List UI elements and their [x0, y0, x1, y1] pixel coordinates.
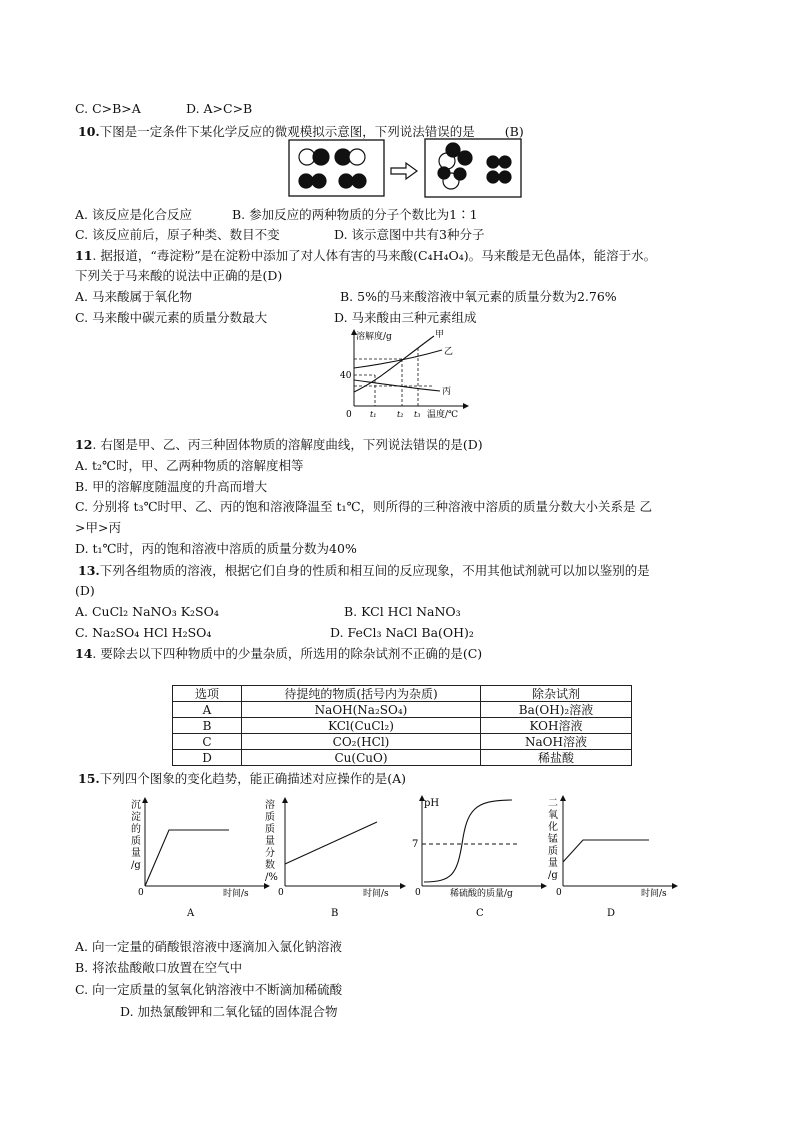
graph-b-y-label: 溶质质量分数/%	[265, 800, 278, 883]
q12-option-c-line-1: C. 分别将 t₃℃时甲、乙、丙的饱和溶液降温至 t₁℃，则所得的三种溶液中溶质的质量分数大小关系是 乙	[75, 499, 653, 514]
q13-option-a: A. CuCl₂ NaNO₃ K₂SO₄	[75, 604, 219, 619]
graph-b-caption: B	[331, 908, 339, 919]
graph-a	[125, 792, 275, 922]
table-cell: B	[173, 718, 242, 734]
table-cell: D	[173, 750, 242, 766]
table-header: 除杂试剂	[481, 686, 632, 702]
q15-option-c: C. 向一定质量的氢氧化钠溶液中不断滴加稀硫酸	[75, 982, 343, 997]
tick-t2: t₂	[397, 410, 404, 419]
q13-option-b: B. KCl HCl NaNO₃	[344, 604, 461, 619]
impurity-table	[172, 685, 632, 766]
q11-stem-line-2: 下列关于马来酸的说法中正确的是(D)	[75, 268, 283, 283]
curve-yi	[354, 350, 442, 368]
table-header-row	[173, 686, 632, 702]
graph-b-x-label: 时间/s	[363, 889, 389, 899]
table-cell: Cu(CuO)	[242, 750, 481, 766]
q10-option-b: B. 参加反应的两种物质的分子个数比为1∶1	[232, 207, 478, 222]
q12-option-a: A. t₂℃时，甲、乙两种物质的溶解度相等	[75, 458, 304, 473]
q12-number: 12	[75, 437, 93, 452]
table-cell: CO₂(HCl)	[242, 734, 481, 750]
q12-option-c-line-2: >甲>丙	[75, 520, 121, 535]
solubility-y-tick-40: 40	[340, 371, 352, 381]
table-cell: 稀盐酸	[481, 750, 632, 766]
q15-option-d: D. 加热氯酸钾和二氧化锰的固体混合物	[120, 1004, 338, 1019]
table-cell: Ba(OH)₂溶液	[481, 702, 632, 718]
q15-stem: 下列四个图象的变化趋势，能正确描述对应操作的是(A)	[99, 771, 407, 786]
q12-option-d: D. t₁℃时，丙的饱和溶液中溶质的质量分数为40%	[75, 541, 357, 556]
table-header: 待提纯的物质(括号内为杂质)	[242, 686, 481, 702]
table-header: 选项	[173, 686, 242, 702]
label-bing: 丙	[442, 387, 452, 397]
graph-d	[543, 792, 683, 922]
q11-number: 11	[75, 248, 93, 263]
graph-c-y-tick-7: 7	[412, 839, 419, 850]
reactant-molecules	[299, 149, 366, 188]
q10-option-a: A. 该反应是化合反应	[75, 207, 192, 222]
table-cell: C	[173, 734, 242, 750]
graph-a-caption: A	[187, 908, 195, 919]
q11-stem-line-1	[75, 248, 656, 264]
graph-c-curve	[424, 800, 512, 882]
product-molecules	[438, 143, 511, 189]
solubility-y-label: 溶解度/g	[356, 332, 392, 342]
q13-option-d: D. FeCl₃ NaCl Ba(OH)₂	[330, 625, 474, 640]
q12-option-b: B. 甲的溶解度随温度的升高而增大	[75, 479, 268, 494]
q11-option-a: A. 马来酸属于氧化物	[75, 289, 192, 304]
graph-a-y-label: 沉淀的质量/g	[131, 800, 141, 871]
q14-number: 14	[75, 646, 93, 661]
q12-stem-line	[75, 437, 483, 453]
q13-answer: (D)	[75, 583, 95, 598]
graph-d-origin: 0	[556, 888, 562, 898]
q11-option-b: B. 5%的马来酸溶液中氧元素的质量分数为2.76%	[340, 289, 617, 304]
q10-answer: (B)	[504, 124, 524, 139]
table-row	[173, 750, 632, 766]
label-jia: 甲	[435, 330, 445, 340]
q15-number: 15.	[78, 771, 100, 786]
table-cell: KCl(CuCl₂)	[242, 718, 481, 734]
graph-b	[263, 792, 413, 922]
curve-jia	[354, 336, 434, 392]
graph-b-origin: 0	[278, 888, 284, 898]
graph-c-x-label: 稀硫酸的质量/g	[450, 889, 513, 899]
guide-lines	[354, 348, 434, 406]
table-row	[173, 702, 632, 718]
q9-option-d: D. A>C>B	[186, 101, 253, 116]
graph-d-curve	[563, 840, 649, 862]
table-cell: KOH溶液	[481, 718, 632, 734]
reaction-diagram	[288, 138, 524, 200]
graph-c	[402, 792, 552, 922]
solubility-graph	[334, 326, 474, 422]
q10-stem: 下图是一定条件下某化学反应的微观模拟示意图，下列说法错误的是	[99, 124, 475, 139]
solubility-x-label: 温度/℃	[427, 410, 459, 420]
q12-stem: . 右图是甲、乙、丙三种固体物质的溶解度曲线，下列说法错误的是(D)	[92, 437, 483, 452]
graph-a-origin: 0	[138, 888, 144, 898]
table-cell: NaOH(Na₂SO₄)	[242, 702, 481, 718]
graph-d-x-label: 时间/s	[641, 889, 667, 899]
graph-d-y-label: 二氧化锰质量/g	[548, 798, 558, 881]
table-cell: NaOH溶液	[481, 734, 632, 750]
graph-a-x-label: 时间/s	[223, 889, 249, 899]
reaction-arrow-icon	[391, 163, 417, 179]
q10-number: 10.	[78, 124, 100, 139]
label-yi: 乙	[444, 347, 454, 357]
graph-d-caption: D	[607, 908, 616, 919]
q13-stem-line	[78, 563, 650, 579]
q10-option-c: C. 该反应前后，原子种类、数目不变	[75, 227, 280, 242]
q10-option-d: D. 该示意图中共有3种分子	[334, 227, 485, 242]
q14-stem: . 要除去以下四种物质中的少量杂质，所选用的除杂试剂不正确的是(C)	[92, 646, 483, 661]
graph-c-origin: 0	[415, 888, 421, 898]
tick-t3: t₃	[414, 410, 421, 419]
graph-c-caption: C	[476, 908, 484, 919]
graph-a-curve	[145, 830, 229, 886]
q13-option-c: C. Na₂SO₄ HCl H₂SO₄	[75, 625, 212, 640]
graph-c-y-label: pH	[424, 798, 440, 809]
q13-stem: 下列各组物质的溶液，根据它们自身的性质和相互间的反应现象，不用其他试剂就可以加以鉴别的是	[99, 563, 650, 578]
q11-option-c: C. 马来酸中碳元素的质量分数最大	[75, 310, 268, 325]
q15-stem-line	[78, 771, 406, 787]
q15-option-a: A. 向一定量的硝酸银溶液中逐滴加入氯化钠溶液	[75, 939, 342, 954]
q11-stem-1: . 据报道，“毒淀粉”是在淀粉中添加了对人体有害的马来酸(C₄H₄O₄)。马来酸是无色晶体，能溶于水。	[92, 248, 657, 263]
solubility-origin: 0	[346, 410, 352, 420]
q13-number: 13.	[78, 563, 100, 578]
tick-t1: t₁	[370, 410, 377, 419]
q15-option-b: B. 将浓盐酸敞口放置在空气中	[75, 960, 243, 975]
graph-b-curve	[285, 822, 377, 864]
table-row	[173, 718, 632, 734]
table-row	[173, 734, 632, 750]
table-cell: A	[173, 702, 242, 718]
q14-stem-line	[75, 646, 482, 662]
q9-option-c: C. C>B>A	[75, 101, 141, 116]
q11-option-d: D. 马来酸由三种元素组成	[334, 310, 477, 325]
